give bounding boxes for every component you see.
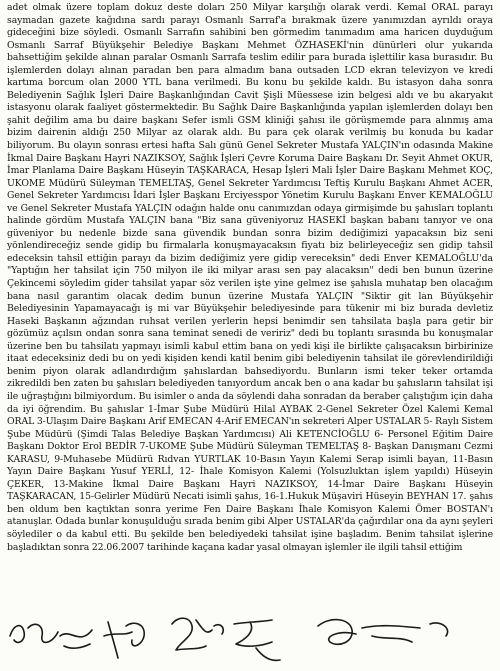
signature-2 [104, 622, 144, 658]
signature-5 [318, 620, 448, 645]
signature-3 [172, 618, 223, 650]
signature-4 [234, 620, 280, 660]
signatures-row [0, 606, 500, 671]
signature-1 [10, 624, 92, 648]
document-body-text [7, 2, 493, 554]
body-paragraph: adet olmak üzere toplam dokuz deste doları 250 Milyar karşılığı olarak verdi. Kemal ORAL parayı saymadan gazete kağıdına sardı parayı Osmanlı Sarraf'a bırakmak üzere yanımızdan ayrıldı oraya gideceğini bize söyledi. Osmanlı Sarrafın sahibini ben görmedim tanımadım ama haricen duyduğum Osmanlı Sarraf Büyükşehir Belediye Başkanı Mehmet ÖZHASEKİ'nin dünürleri olur yukarıda bahsettiğim şekilde alınan paralar Osmanlı Sarrafa teslim edilir para burada işlettilir kasa burasıdır. Bu işlemlerden dolayı alınan paradan ben para almadım bana outsaden LCD ekran televizyon ve kredi kartıma borcum olan 2000 YTL bana verilmedi. Bu konu bu şekilde kaldı. Bu istasyon daha sonra Belediyenin Sağlık İşleri Daire Başkanlığından Cavit Şişli Müessese izin belgesi aldı ve bu akaryakıt istasyonu olarak faaliyet göstermektedir. Bu Sağlık Daire Başkanlığında yapılan işlemlerden dolayı ben şahit değilim ama bu daire başkanı Sefer ismli GSM kliniği şahısı ile görüşmemde para alınmış ama bizim dairenin aldığı 250 Milyar az olarak aldı. Bu para çek olarak verilmiş bu konuda bu kadar biliyorum. Bu olayın sonrası ertesi hafta Salı günü Genel Sekreter Mustafa YALÇIN'ın odasında Makine İkmal Daire Başkanı Hayri NAZIKSOY, Sağlık İşleri Çevre Koruma Daire Başkanı Dr. Seyit Ahmet OKUR, İmar Planlama Daire Başkanı Hüseyin TAŞKARACA, Hesap İşleri Mali İşler Daire Başkanı Mehmet KOÇ, UKOME Müdürü Süleyman TEMELTAŞ, Genel Sekreter Yardımcısı Teftiş Kurulu Başkanı Ahmet ACER, Genel Sekreter Yardımcısı İdari İşler Başkanı Erciyesspor Yönetim Kurulu Başkanı Enver KEMALOĞLU ve Genel Sekreter Mustafa YALÇIN odağın halde onu canımızdan odaya girmişimde bu şahısları toplantı halinde gördüm Mustafa YALÇIN bana "Biz sana güveniyoruz HASEKİ başkan babanı tanıyor ve ona güveniyor bu nedenle bizde sana güvendik bundan sonra bizim dediğimizi yapacaksın biz seni yönlendireceğiz sende gidip bu firmalarla konuşmayacaksın fiyatı biz belirleyeceğiz sen gidip tahsil edeceksin tahsil ettiğin parayı da bizim dediğimiz yere gidip vereceksin" dedi Enver KEMALOĞLU'da "Yaptığın her tahsilat için 750 milyon ile iki milyar arası sen pay alacaksın" dedi ben bunun üzerine Çekincemi söyledim gider tahsilat yapar söz verilen işte yine gelmez ise şahısla muhatap ben olacağım bana nasıl garantim olacak dedim bunun üzerine Mustafa YALÇIN "Siktir git lan Büyükşehir Belediyesinin Yapamayacağı iş mi var Büyükşehir belediyesinde para tükenir mi biz burada devletiz Haseki Başkanın ağzından ruhsat verilen yerlerin hepsi benimdir sen tahsilata başla para getir bir gözümüz açılsın ondan sonra sana teminat senedi de veririz" dedi bu toplantı sırasında bu konuşmalar üzerine ben bu tahsilatı yapmayı isimli kabul ettim bana on yedi kişi ile birlikte çalışacaksın birbirinize itaat edeceksiniz dedi bu on yedi kişiden kendi katil benim gibi belediyenin tahsilat ile görevlendirildiği benim piyon olarak adlandırdığım şahıslardan bahsediyordu. Bunların ismi teker teker ortamda zikredildi ben zaten bu şahısları belediyeden tanıyordum ancak ben o ana kadar bu şahısların tahsilat işi ile uğraştığını bilmiyordum. Bu isimler o anda da söylendi daha sonradan da beraber çalıştığım için daha da iyi öğrendim. Bu şahıslar 1-İmar Şube Müdürü Hilal AYBAK 2-Genel Sekreter Özel Kalemi Kemal ORAL 3-Ulaşım Daire Başkanı Arif EMECAN 4-Arif EMECAN'ın sekreteri Alper USTALAR 5- Raylı Sistem Şube Müdürü (Şimdi Talas Belediye Başkan Yardımcısı) Ali KETENCİOĞLU 6- Personel Eğitim Daire Başkanı Doktor Erol BEDİR 7-UKOME Şube Müdürü Süleyman TEMELTAŞ 8- Başkan Danışmanı Cezmi KARASU, 9-Muhasebe Müdürü Rıdvan YURTLAK 10-Basın Yayın Kalemi Serap isimli bayan, 11-Basın Yayın Daire Başkanı Yusuf YERLİ, 12- İhale Komisyon Kalemi (Yolsuzluktan işlem yapıldı) Hüseyin ÇEKER, 13-Makine İkmal Daire Başkanı Hayri NAZIKSOY, 14-İmar Daire Başkanı Hüseyin TAŞKARACAN, 15-Gelirler Müdürü Necati isimli şahıs, 16-1.Hukuk Müşaviri Hüseyin BEYHAN 17. şahıs ben oldum ben kaçtıktan sonra yerime Fen Daire Başkanı İhale Komisyon Kalemi Ömer BOSTAN'ı atanuşlar. Odada bunlar konuşulduğu sırada benim gibi Alper USTALAR'da çağırdılar ona da aynı şeyleri söylediler o da kabul etti. Bu şekilde ben belediyedeki tahsilat işine başladım. Benim tahsilat işlerine başladıktan sonra 22.06.2007 tarihinde kaçana kadar yasal olmayan işlemler ile ilgili tahsil ettiğim [7, 2, 493, 553]
